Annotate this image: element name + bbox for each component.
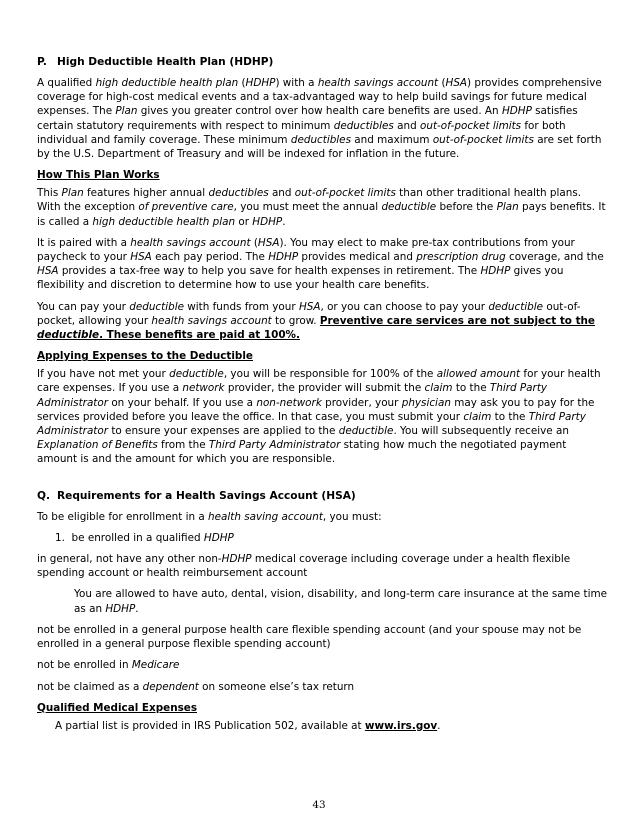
text-run: in general, not have any other non- <box>37 553 222 566</box>
emphasized-term: prescription drug <box>416 251 506 264</box>
emphasized-term: Plan <box>61 187 84 200</box>
emphasized-term: deductibles <box>208 187 269 200</box>
irs-website-link[interactable]: www.irs.gov <box>364 719 438 732</box>
emphasized-term: out-of-pocket limits <box>294 187 396 200</box>
text-run: To be eligible for enrollment in a <box>37 510 209 523</box>
text-run: to grow. <box>271 314 320 327</box>
emphasized-term: health savings account <box>317 77 439 89</box>
emphasized-term: Medicare <box>131 659 180 672</box>
text-run: pays benefits. It is called a <box>37 201 606 228</box>
text-run: on someone else’s tax return <box>198 680 355 693</box>
text-run: . These benefits are paid at 100%. <box>99 329 300 342</box>
text-run: ). You may elect to make pre-tax contributions from your paycheck to your <box>37 236 575 264</box>
emphasized-term: deductible <box>338 425 394 438</box>
text-run: to ensure your expenses are applied to the <box>108 425 339 438</box>
text-run: not be enrolled in <box>37 659 132 672</box>
emphasized-term: deductible <box>488 300 544 313</box>
text-run: , you must meet the annual <box>233 201 382 214</box>
text-run: be enrolled in a qualified <box>71 531 204 544</box>
emphasized-term: deductibles <box>290 133 351 146</box>
emphasized-term: HDHP <box>268 251 299 264</box>
page-content <box>37 55 607 733</box>
text-run: on your behalf. If you use a <box>108 396 257 409</box>
text-run: gives you greater control over how health care benefits are used. An <box>137 105 502 118</box>
text-run: . <box>437 719 441 732</box>
text-run: features higher annual <box>83 187 209 200</box>
emphasized-term: HDHP <box>501 105 532 118</box>
text-run: provider, your <box>321 396 402 409</box>
numbered-list-item-1 <box>55 531 607 545</box>
allowed-coverage-note <box>74 587 607 615</box>
text-run: provides medical and <box>298 251 417 264</box>
emphasized-term: claim <box>424 382 453 395</box>
text-run: for both individual and family coverage. These minimum <box>37 119 566 146</box>
text-run: ) provides comprehensive coverage for high-cost medical events and a tax-advantaged way to help build savings for future medical expenses. The <box>37 77 602 118</box>
qualified-medical-expenses-paragraph <box>55 719 607 733</box>
text-run: and <box>393 119 421 132</box>
text-run: stating how much the negotiated payment amount is and the amount for which you are responsible. <box>37 439 567 466</box>
text-run: You are allowed to have auto, dental, vision, disability, and long-term care insurance at the same time as an <box>74 588 607 615</box>
text-run: than other traditional health plans. With the exception <box>37 187 582 214</box>
how-plan-works-paragraph-3 <box>37 300 607 343</box>
hsa-eligibility-intro <box>37 510 607 524</box>
emphasized-term: allowed amount <box>436 368 521 381</box>
list-item-number: 1. <box>55 531 65 544</box>
emphasized-term: Explanation of Benefits <box>37 439 158 452</box>
text-run: may ask you to pay for the services provided before you leave the office. In that case, you must submit your <box>37 396 595 423</box>
text-run: You can pay your <box>37 300 130 313</box>
section-q-heading <box>37 489 607 503</box>
text-run: coverage, and the <box>505 251 604 264</box>
text-run: not be enrolled in a general purpose health care flexible spending account (and your spouse may not be enrolled in a general purpose flexible spending account) <box>37 623 582 651</box>
emphasized-term: physician <box>401 396 451 409</box>
no-dependent-paragraph <box>37 680 607 694</box>
emphasized-term: dependent <box>142 680 199 693</box>
emphasized-term: HSA <box>445 77 468 89</box>
emphasized-term: claim <box>463 410 492 423</box>
text-run: before the <box>436 201 497 214</box>
text-run: A qualified <box>37 77 96 89</box>
text-run: It is paired with a <box>37 236 131 249</box>
qualified-medical-expenses-heading: Qualified Medical Expenses <box>37 701 198 714</box>
hdhp-intro-paragraph <box>37 76 607 161</box>
text-run: each pay period. The <box>151 251 269 264</box>
text-run: , you must: <box>322 510 382 523</box>
text-run: to the <box>491 410 529 423</box>
emphasized-term: Third Party Administrator <box>208 439 341 452</box>
emphasized-term: deductibles <box>333 119 394 132</box>
emphasized-term: deductible <box>129 300 184 313</box>
emphasized-term: HDHP <box>105 602 136 615</box>
text-run: or <box>235 215 253 228</box>
section-p-title: High Deductible Health Plan (HDHP) <box>57 56 274 68</box>
text-run: Preventive care services are not subject to the <box>319 314 595 327</box>
no-other-coverage-paragraph <box>37 552 607 580</box>
emphasized-term: Plan <box>115 105 138 118</box>
emphasized-term: HDHP <box>221 553 252 566</box>
emphasized-term: out-of-pocket limits <box>432 133 534 146</box>
emphasized-term: health saving account <box>208 510 323 523</box>
text-run: provider, the provider will submit the <box>224 382 425 395</box>
emphasized-term: HSA <box>257 236 280 249</box>
text-run: and <box>268 187 295 200</box>
section-p-letter: P. <box>37 56 47 68</box>
section-q-letter: Q. <box>37 489 51 502</box>
no-fsa-paragraph <box>37 623 607 651</box>
emphasized-term: health savings account <box>151 314 272 327</box>
page-number: 43 <box>312 799 326 811</box>
text-run: with funds from your <box>183 300 299 313</box>
emphasized-term: out-of-pocket limits <box>420 119 522 132</box>
no-medicare-paragraph <box>37 658 607 672</box>
text-run: ( <box>438 77 446 89</box>
text-run: medical coverage including coverage under a health flexible spending account or health reimbursement account <box>37 553 571 580</box>
emphasized-term: health savings account <box>130 236 251 249</box>
applying-expenses-heading: Applying Expenses to the Deductible <box>37 350 253 363</box>
text-run: and maximum <box>351 133 433 146</box>
emphasized-term: HSA <box>37 265 59 278</box>
text-run: , you will be responsible for 100% of the <box>223 368 437 381</box>
list-item-text <box>72 532 234 544</box>
emphasized-term: HDHP <box>480 265 511 278</box>
emphasized-term: HDHP <box>252 215 283 228</box>
emphasized-term: HDHP <box>203 531 234 544</box>
emphasized-term: HSA <box>130 251 152 264</box>
emphasized-term: Plan <box>496 201 519 214</box>
emphasized-term: deductible <box>381 201 437 214</box>
text-run: out-of-pocket, allowing your <box>37 300 581 327</box>
text-run: , or you can choose to pay your <box>320 300 489 313</box>
text-run: gives you flexibility and discretion to determine how to use your health care benefits. <box>37 265 564 292</box>
text-run: . You will subsequently receive an <box>393 425 569 438</box>
text-run: from the <box>157 439 209 452</box>
emphasized-term: Third Party Administrator <box>37 382 548 409</box>
text-run: This <box>37 187 62 200</box>
emphasized-term: Third Party Administrator <box>37 410 586 438</box>
emphasized-term: HSA <box>298 300 321 313</box>
section-q-title: Requirements for a Health Savings Account (HSA) <box>57 489 356 502</box>
text-run: ( <box>238 77 246 89</box>
text-run: satisfies certain statutory requirements with respect to minimum <box>37 105 578 132</box>
text-run: . <box>135 602 139 615</box>
text-run: ( <box>250 236 258 249</box>
emphasized-term: deductible <box>37 329 100 342</box>
how-plan-works-paragraph-2 <box>37 236 607 293</box>
text-run: to the <box>452 382 490 395</box>
text-run: for your health care expenses. If you use a <box>37 368 601 395</box>
how-plan-works-heading: How This Plan Works <box>37 169 160 182</box>
emphasized-term: high deductible health plan <box>95 77 239 89</box>
how-plan-works-paragraph-1 <box>37 186 607 229</box>
text-run: provides a tax-free way to help you save for health expenses in retirement. The <box>58 265 481 278</box>
text-run: ) with a <box>275 77 318 89</box>
emphasized-term: deductible <box>169 368 224 381</box>
applying-expenses-paragraph <box>37 367 607 466</box>
emphasized-term: network <box>182 382 225 395</box>
emphasized-term: high deductible health plan <box>92 215 236 228</box>
text-run: . <box>282 215 286 228</box>
emphasized-term: HDHP <box>245 77 276 89</box>
section-p-heading <box>37 55 607 69</box>
text-run: If you have not met your <box>37 368 170 381</box>
emphasized-term: of preventive care <box>138 201 234 214</box>
text-run: not be claimed as a <box>37 680 143 693</box>
text-run: are set forth by the U.S. Department of Treasury and will be indexed for inflation in the future. <box>37 133 602 161</box>
text-run: A partial list is provided in IRS Publication 502, available at <box>55 719 365 732</box>
emphasized-term: non-network <box>256 396 322 409</box>
